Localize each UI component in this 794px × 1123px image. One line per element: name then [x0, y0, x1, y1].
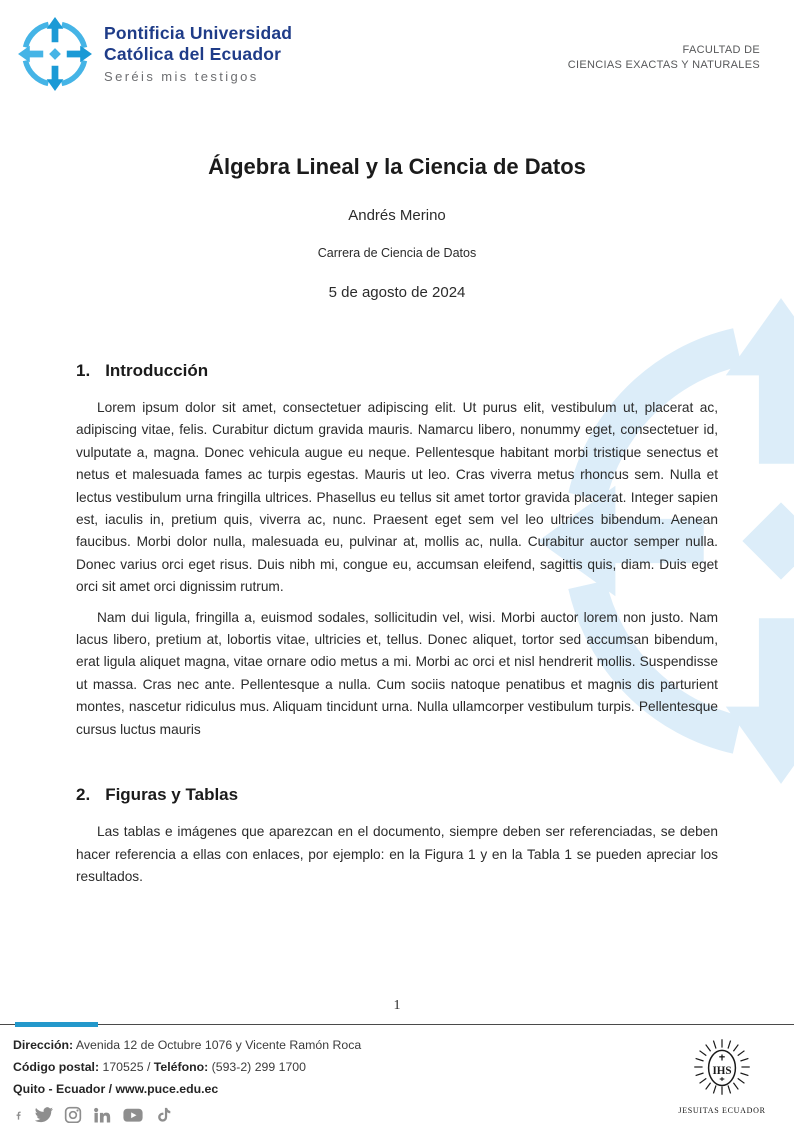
brand-motto: Seréis mis testigos: [104, 69, 259, 84]
jesuit-seal: [670, 1029, 774, 1115]
paragraph: Nam dui ligula, fringilla a, euismod sodales, sollicitudin vel, wisi. Morbi auctor lorem non justo. Nam lacus libero, pretium at, lobortis vitae, ultricies et, tellus. Donec aliquet, tortor sed accumsan bibendum, erat ligula aliquet magna, vitae ornare odio metus a mi. Morbi ac orci et nisl hendrerit mollis. Suspendisse ut massa. Cras nec ante. Pellentesque a nulla. Cum sociis natoque penatibus et magnis dis parturient montes, nascetur ridiculus mus. Aliquam tincidunt urna. Nulla ullamcorper vestibulum turpis. Pellentesque cursus luctus mauris: [76, 609, 718, 737]
letterhead: [0, 0, 794, 98]
section-heading: [76, 361, 718, 381]
brand-name-line2: Católica del Ecuador: [104, 44, 282, 64]
university-brand: [13, 10, 292, 98]
brand-text: [104, 10, 292, 98]
svg-text:IHS: IHS: [712, 1064, 732, 1077]
section-number: 2.: [76, 785, 91, 805]
twitter-icon: [33, 1105, 54, 1123]
section-heading: [76, 785, 718, 805]
section-figuras-y-tablas: [76, 785, 718, 888]
address-value: Avenida 12 de Octubre 1076 y Vicente Ramón Roca: [75, 1038, 362, 1052]
location-website-text: Quito - Ecuador / www.puce.edu.ec: [13, 1081, 219, 1096]
section-introduccion: [76, 361, 718, 741]
youtube-icon: [121, 1105, 145, 1123]
paragraph: Las tablas e imágenes que aparezcan en el documento, siempre deben ser referenciadas, se deben hacer referencia a ellas con enlaces, por ejemplo: en la Figura 1 y en la Tabla 1 se pueden apreciar los resultados.: [76, 824, 718, 884]
document-date: 5 de agosto de 2024: [328, 284, 466, 301]
postal-value: 170525 /: [102, 1059, 151, 1074]
divider-line: [0, 1024, 794, 1025]
faculty-name: [568, 43, 760, 98]
document-title: Álgebra Lineal y la Ciencia de Datos: [208, 154, 586, 179]
document-author: Andrés Merino: [348, 207, 446, 224]
faculty-line2: CIENCIAS EXACTAS Y NATURALES: [567, 59, 760, 71]
instagram-icon: [63, 1105, 83, 1123]
seal-label: JESUITAS ECUADOR: [678, 1106, 766, 1115]
page-footer: [0, 998, 794, 1123]
phone-value: (593-2) 299 1700: [211, 1059, 306, 1074]
phone-label: Teléfono:: [153, 1059, 209, 1074]
divider-accent-bar: [15, 1022, 98, 1027]
postal-label: Código postal:: [13, 1059, 100, 1074]
paragraph: Lorem ipsum dolor sit amet, consectetuer adipiscing elit. Ut purus elit, vestibulum ut, placerat ac, adipiscing vitae, felis. Curabitur dictum gravida mauris. Namarcu libero, nonummy eget, consectetuer id, vulputate a, magna. Donec vehicula augue eu neque. Pellentesque habitant morbi tristique senectus et netus et malesuada fames ac turpis egestas. Mauris ut leo. Cras viverra metus rhoncus sem. Nulla et lectus vestibulum urna fringilla ultrices. Phasellus eu tellus sit amet tortor gravida placerat. Integer sapien est, iaculis in, pretium quis, viverra ac, nunc. Praesent eget sem vel leo ultrices bibendum. Aenean faucibus. Morbi dolor nulla, malesuada eu, pulvinar at, mollis ac, nulla. Curabitur auctor semper nulla. Donec varius orci eget risus. Duis nibh mi, congue eu, accumsan eleifend, sagittis quis, diam. Duis eget orci sit amet orci dignissim rutrum.: [76, 400, 718, 595]
ihs-jesuit-seal-icon: [685, 1029, 759, 1105]
address-label: Dirección:: [13, 1038, 74, 1052]
section-number: 1.: [76, 361, 91, 380]
facebook-icon: [13, 1105, 24, 1123]
document-body: [0, 154, 794, 888]
tiktok-icon: [154, 1105, 173, 1123]
linkedin-icon: [92, 1105, 112, 1123]
section-title: Introducción: [105, 361, 209, 380]
puce-compass-logo-icon: [13, 10, 97, 98]
section-title: Figuras y Tablas: [105, 785, 239, 805]
footer-divider: [0, 1022, 794, 1028]
brand-name-line1: Pontificia Universidad: [104, 23, 293, 43]
page-number: 1: [393, 998, 401, 1013]
faculty-line1: FACULTAD DE: [682, 44, 760, 56]
document-career: Carrera de Ciencia de Datos: [317, 246, 477, 260]
